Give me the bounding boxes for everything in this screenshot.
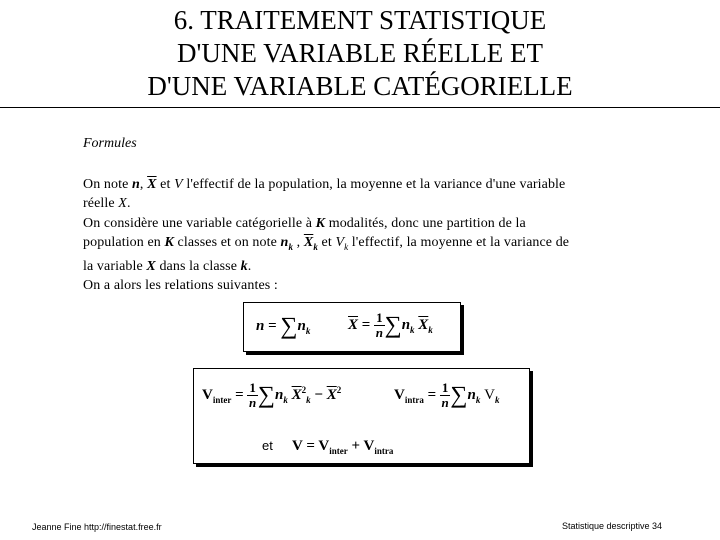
formula-total-count: $n = \sum n_k$ [256, 313, 311, 340]
footer-page: Statistique descriptive 34 [562, 521, 663, 531]
body-paragraph [83, 175, 683, 296]
title-line-1: 6. TRAITEMENT STATISTIQUE [173, 5, 547, 35]
formula-variance-decomposition: $V = V_{inter} + V_{intra}$ [292, 438, 394, 456]
title-divider [0, 107, 720, 108]
section-heading: Formules [83, 136, 137, 151]
slide-title [0, 4, 720, 103]
para-line-2: réelle X. [83, 196, 131, 212]
footer-author: Jeanne Fine http://finestat.free.fr [32, 522, 162, 532]
para-line-4: population en K classes et on note $n_k$ , $\overline{X}_k$ et $V_k$ l'effectif, la moyenne et la variance de [83, 234, 570, 252]
formula-variance-intra: $V_{intra}$ = $\frac{1}{n}$ $\sum n_k$ $V_k$ [394, 380, 500, 410]
title-line-3: D'UNE VARIABLE CATÉGORIELLE [147, 71, 573, 101]
para-line-6: On a alors les relations suivantes : [83, 278, 278, 294]
para-line-5: la variable X dans la classe k. [83, 258, 252, 274]
title-line-2: D'UNE VARIABLE RÉELLE ET [176, 38, 544, 68]
formula-total-mean: $\overline{X}$ = $\frac{1}{n}$ $\sum n_k$ $\overline{X}_k$ [348, 310, 433, 340]
formula-box-totals [243, 302, 461, 352]
para-line-1: On note n, $\overline{X}$ et V l'effectif de la population, la moyenne et la variance d'une variable [83, 177, 566, 192]
connector-et: et [262, 438, 273, 453]
formula-box-variance [193, 368, 530, 464]
formula-variance-inter: $V_{inter}$ = $\frac{1}{n}$ $\sum n_k$ $\overline{X}^2_k - \overline{X}^2$ [202, 380, 342, 411]
para-line-3: On considère une variable catégorielle à K modalités, donc une partition de la [83, 215, 526, 231]
